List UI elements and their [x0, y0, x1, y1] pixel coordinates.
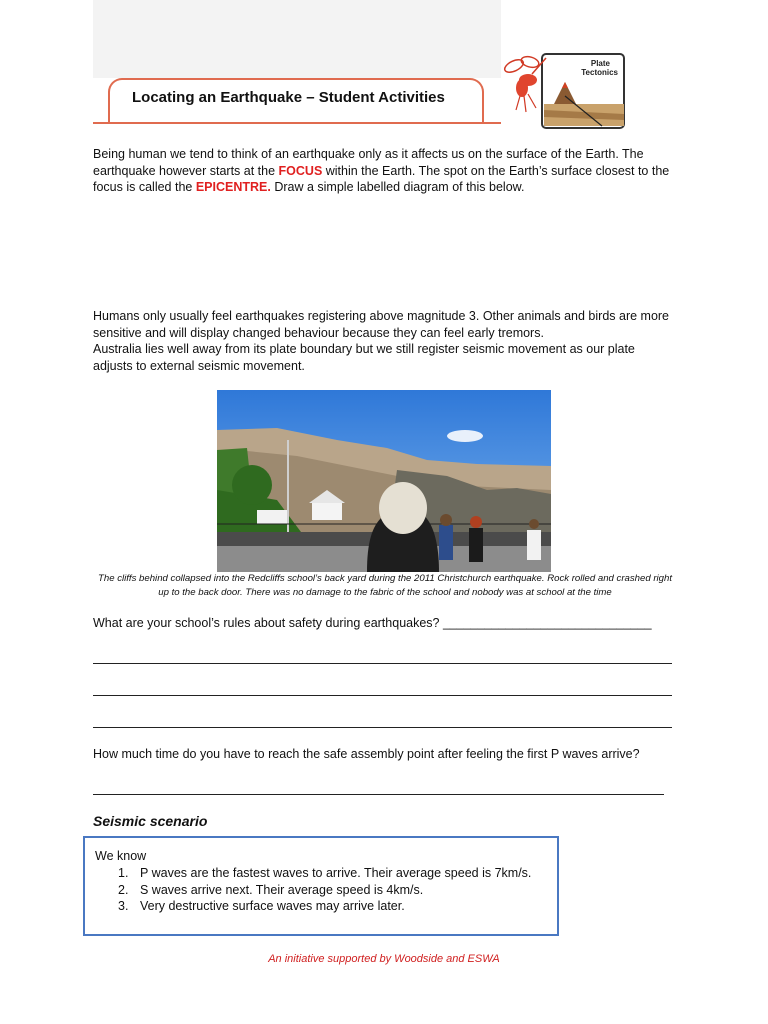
magnitude-text: Humans only usually feel earthquakes registering above magnitude 3. Other animals and birds are more sensitive and will display changed behaviour because they can feel early tremors. [93, 309, 670, 340]
list-number: 2. [118, 882, 129, 897]
logo-text-plate: Plate [590, 59, 610, 68]
question-assembly-time: How much time do you have to reach the safe assembly point after feeling the first P waves arrive? [93, 747, 640, 761]
footer-credit: An initiative supported by Woodside and ESWA [268, 953, 500, 965]
list-number: 1. [118, 866, 129, 880]
intro-paragraph [93, 146, 677, 196]
question-safety-rules: What are your school’s rules about safety during earthquakes? ______________________________ [93, 616, 652, 630]
list-item [95, 865, 531, 882]
list-item [95, 882, 531, 899]
logo-text-tectonics: Tectonics [581, 68, 618, 77]
seismic-scenario-heading: Seismic scenario [93, 813, 208, 829]
photo-caption: The cliffs behind collapsed into the Redcliffs school’s back yard during the 2011 Christchurch earthquake. Rock rolled and crashed right up to the back door. There was no damage to the fabric of the school and nobody was at school at the time [98, 573, 672, 598]
title-underline [93, 122, 501, 124]
header-band [93, 0, 501, 78]
page-title: Locating an Earthquake – Student Activities [132, 89, 445, 106]
scenario-intro: We know [95, 849, 147, 863]
scenario-list [95, 865, 531, 915]
list-text: Very destructive surface waves may arrive later. [140, 899, 405, 913]
scenario-box [83, 836, 559, 936]
answer-line-4[interactable] [93, 794, 664, 795]
epicentre-term: EPICENTRE. [195, 180, 271, 194]
redcliffs-photo [217, 390, 551, 572]
focus-term: FOCUS [278, 163, 323, 178]
list-item [95, 898, 531, 915]
answer-line-1[interactable] [93, 663, 672, 664]
answer-line-3[interactable] [93, 727, 672, 728]
list-number: 3. [118, 899, 129, 913]
magnitude-paragraph [93, 308, 677, 374]
plate-tectonics-logo [502, 44, 628, 130]
intro-text-1: Being human we tend to think of an earthquake only as it affects us on the surface of the Earth. The earthquake however starts at the [93, 147, 644, 178]
answer-line-2[interactable] [93, 695, 672, 696]
intro-text-2: within the Earth. The spot on the Earth’s surface closest to the focus is called the [93, 163, 670, 194]
intro-text-3: Draw a simple labelled diagram of this below. [270, 180, 525, 194]
list-text: P waves are the fastest waves to arrive. Their average speed is 7km/s. [140, 866, 532, 880]
australia-text: Australia lies well away from its plate boundary but we still register seismic movement as our plate adjusts to external seismic movement. [93, 342, 635, 373]
list-text: S waves arrive next. Their average speed is 4km/s. [140, 882, 424, 897]
